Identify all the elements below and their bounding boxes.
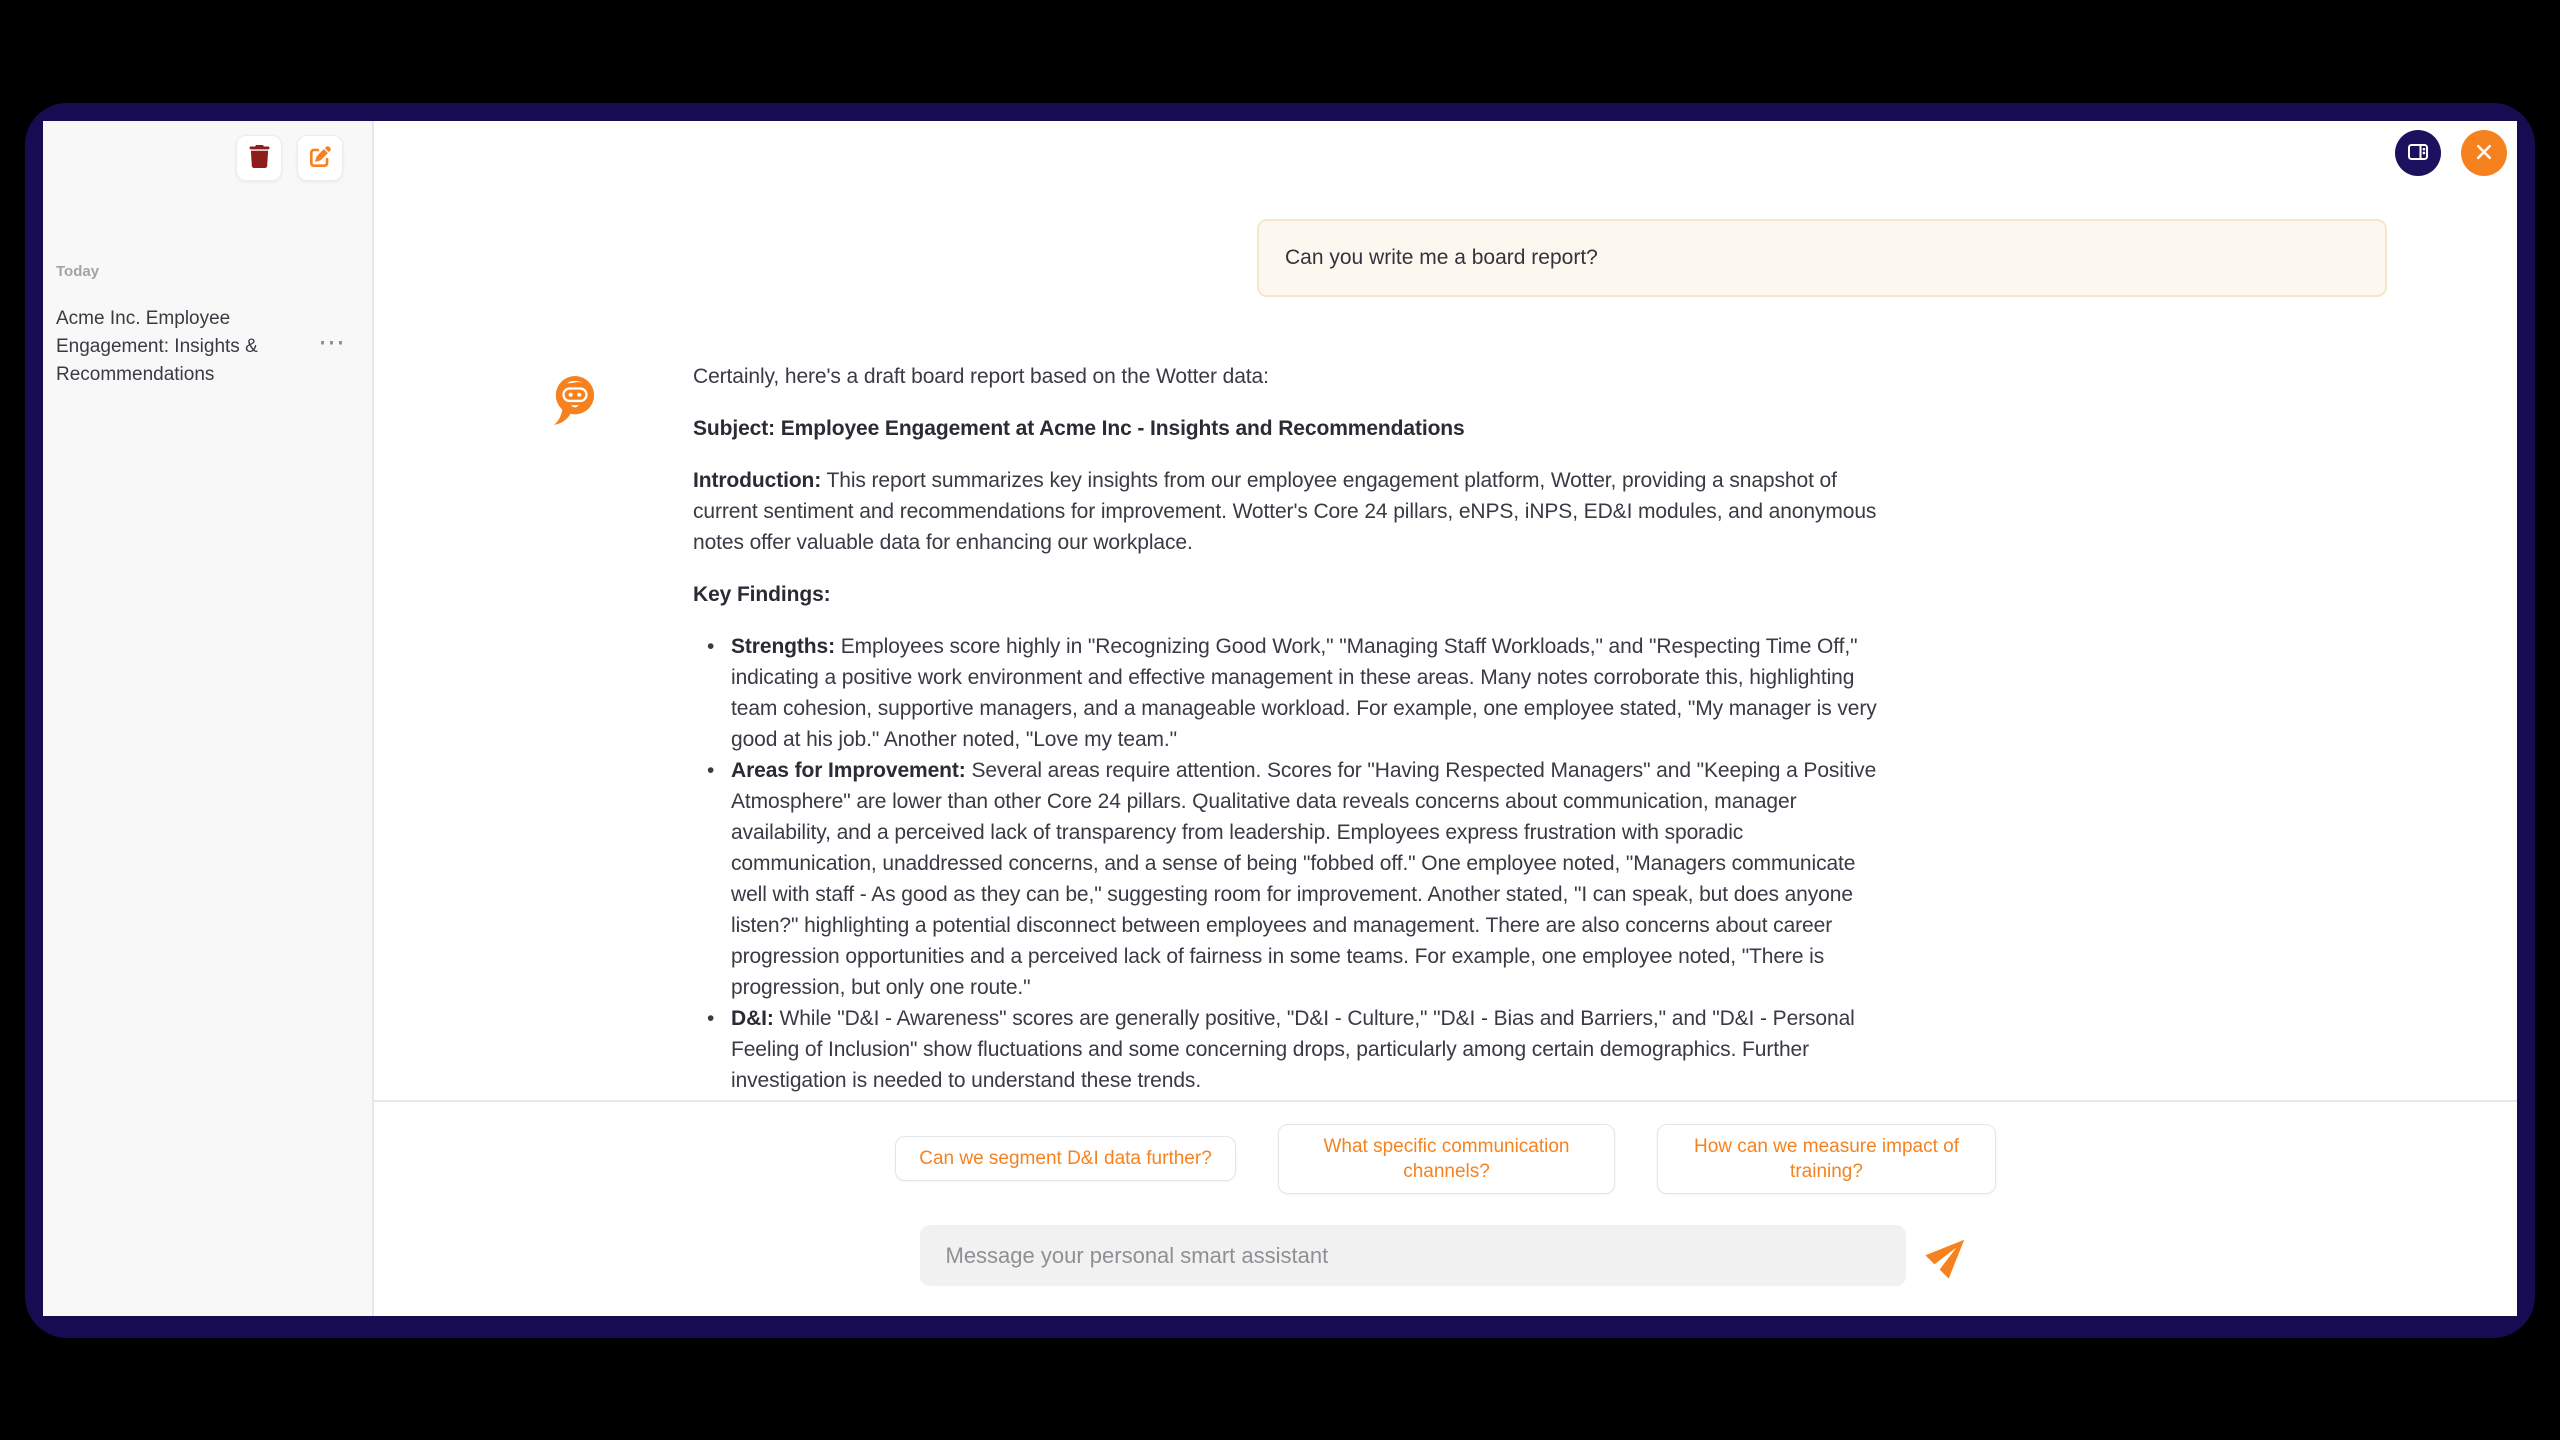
assistant-message-body [693, 361, 2093, 1127]
message-line: current sentiment and recommendations for improvement. Wotter's Core 24 pillars, eNPS, iNPS, ED&I modules, and anonymous [693, 500, 1877, 523]
conversation-title: Acme Inc. Employee Engagement: Insights & Recommendations [56, 308, 258, 385]
message-line: • Strengths: Employees score highly in "Recognizing Good Work," "Managing Staff Workloads," and "Respecting Time Off," [731, 635, 1858, 658]
message-line: • D&I: While "D&I - Awareness" scores are generally positive, "D&I - Culture," "D&I - Bias and Barriers," and "D&I - Personal [731, 1007, 1855, 1030]
suggestion-label: Can we segment D&I data further? [919, 1148, 1212, 1169]
message-line: Key Findings: [693, 583, 831, 606]
message-line: Atmosphere" are lower than other Core 24 pillars. Qualitative data reveals concerns about communication, manager [731, 790, 1797, 813]
message-input[interactable] [920, 1225, 1906, 1286]
composer-panel [374, 1100, 2517, 1316]
app-surface [43, 121, 2517, 1316]
new-chat-button[interactable] [297, 135, 343, 181]
message-line: notes offer valuable data for enhancing our workplace. [693, 531, 1193, 554]
suggestion-chip[interactable] [1278, 1124, 1615, 1194]
close-icon [2474, 142, 2494, 165]
delete-conversation-button[interactable] [236, 135, 282, 181]
composer-row [374, 1225, 2517, 1286]
message-paragraph [693, 465, 2093, 558]
suggestion-label: How can we measure impact of training? [1693, 1135, 1960, 1182]
message-line: progression opportunities and a perceived lack of fairness in some teams. For example, one employee noted, "There is [731, 945, 1825, 968]
message-line: availability, and a perceived lack of transparency from leadership. Employees express frustration with sporadic [731, 821, 1744, 844]
message-line: Feeling of Inclusion" show fluctuations and some concerning drops, particularly among certain demographics. Further [731, 1038, 1810, 1061]
user-message-text: Can you write me a board report? [1285, 246, 1598, 269]
message-line: good at his job." Another noted, "Love my team." [731, 728, 1178, 751]
close-button[interactable] [2461, 130, 2507, 176]
chat-area [374, 121, 2517, 1316]
user-message-bubble [1257, 219, 2387, 297]
message-line: Introduction: This report summarizes key insights from our employee engagement platform, Wotter, providing a snapshot of [693, 469, 1837, 492]
suggestion-row [374, 1123, 2517, 1194]
send-button[interactable] [1928, 1234, 1972, 1278]
message-line: Certainly, here's a draft board report based on the Wotter data: [693, 365, 1269, 388]
trash-icon [249, 145, 270, 171]
message-paragraph [693, 631, 2093, 755]
suggestion-chip[interactable] [895, 1136, 1236, 1181]
message-line: well with staff - As good as they can be," suggesting room for improvement. Another stated, "I can speak, but does anyone [731, 883, 1853, 906]
message-line: listen?" highlighting a potential disconnect between employees and management. There are also concerns about career [731, 914, 1833, 937]
suggestion-chip[interactable] [1657, 1124, 1996, 1194]
assistant-avatar [551, 374, 597, 426]
sidebar-actions [236, 135, 343, 181]
message-line: progression, but only one route." [731, 976, 1031, 999]
ellipsis-icon[interactable]: ⋯ [318, 327, 346, 357]
message-line: investigation is needed to understand these trends. [731, 1069, 1202, 1092]
paper-plane-icon [1928, 1232, 1972, 1279]
message-line: communication, unaddressed concerns, and a sense of being "fobbed off." One employee noted, "Managers communicate [731, 852, 1856, 875]
suggestion-label: What specific communication channels? [1323, 1135, 1570, 1182]
message-paragraph [693, 413, 2093, 444]
message-paragraph [693, 361, 2093, 392]
message-paragraph [693, 1003, 2093, 1096]
message-line: team cohesion, supportive managers, and a manageable workload. For example, one employee stated, "My manager is very [731, 697, 1877, 720]
assistant-window [25, 103, 2535, 1338]
chat-controls [2395, 130, 2507, 176]
message-paragraph [693, 579, 2093, 610]
collapse-panel-button[interactable] [2395, 130, 2441, 176]
sidebar-panel-icon [2406, 140, 2430, 167]
message-line: Subject: Employee Engagement at Acme Inc - Insights and Recommendations [693, 417, 1465, 440]
message-paragraph [693, 755, 2093, 1003]
message-line: • Areas for Improvement: Several areas require attention. Scores for "Having Respected Managers" and "Keeping a Positive [731, 759, 1877, 782]
conversation-item[interactable] [56, 305, 361, 389]
message-scroll-region[interactable] [374, 121, 2517, 1100]
robot-chat-bubble-icon [551, 413, 597, 430]
message-line: indicating a positive work environment and effective management in these areas. Many notes corroborate this, highlighting [731, 666, 1855, 689]
edit-icon [310, 146, 331, 170]
sidebar [43, 121, 374, 1316]
today-label: Today [56, 263, 100, 280]
